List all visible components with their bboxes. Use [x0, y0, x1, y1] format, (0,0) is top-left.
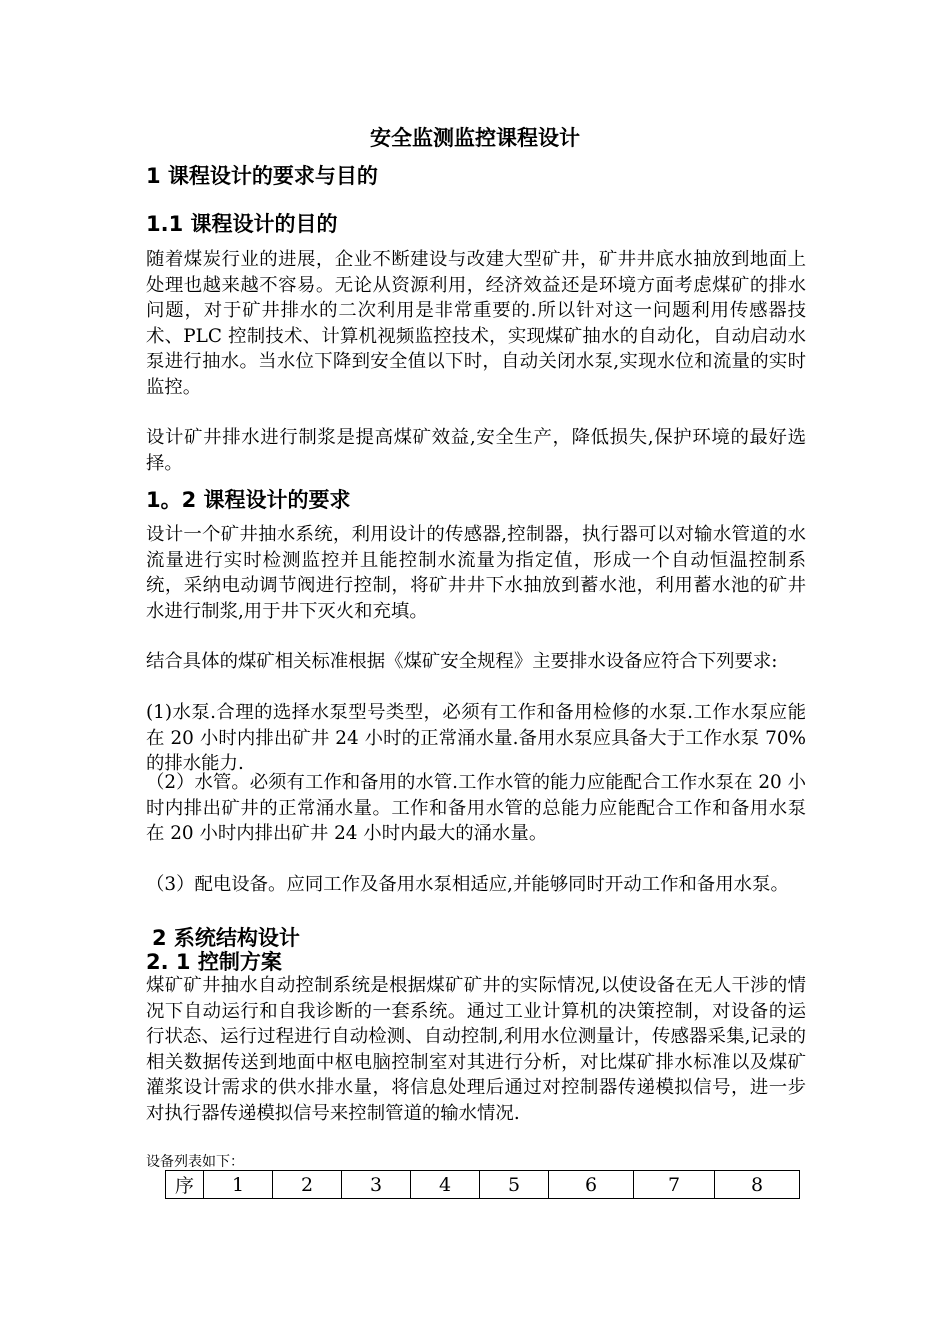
device-table — [165, 1170, 800, 1199]
section-1-2-requirement-2: （2）水管。必须有工作和备用的水管.工作水管的能力应能配合工作水泵在 20 小时内排出矿井的正常涌水量。工作和备用水管的总能力应能配合工作和备用水泵在 20 小时内排出矿井 24 小时内最大的涌水量。 — [146, 772, 806, 844]
table-cell: 8 — [715, 1171, 800, 1199]
table-cell: 序 — [166, 1171, 204, 1199]
section-2-heading: 2 系统结构设计 — [152, 926, 300, 950]
table-cell: 1 — [204, 1171, 273, 1199]
section-1-2-heading: 1。2 课程设计的要求 — [146, 488, 351, 512]
section-1-1-paragraph-1: 随着煤炭行业的进展，企业不断建设与改建大型矿井，矿井井底水抽放到地面上处理也越来越不容易。无论从资源利用，经济效益还是环境方面考虑煤矿的排水问题，对于矿井排水的二次利用是非常重要的.所以针对这一问题利用传感器技术、PLC 控制技术、计算机视频监控技术，实现煤矿抽水的自动化，自动启动水泵进行抽水。当水位下降到安全值以下时，自动关闭水泵,实现水位和流量的实时监控。 — [146, 249, 806, 398]
table-cell: 4 — [411, 1171, 480, 1199]
table-caption: 设备列表如下： — [146, 1154, 244, 1170]
section-1-2-paragraph-1: 设计一个矿井抽水系统，利用设计的传感器,控制器，执行器可以对输水管道的水流量进行实时检测监控并且能控制水流量为指定值，形成一个自动恒温控制系统，采纳电动调节阀进行控制，将矿井井下水抽放到蓄水池，利用蓄水池的矿井水进行制浆,用于井下灭火和充填。 — [146, 524, 806, 622]
table-header-row — [166, 1171, 800, 1199]
table-cell: 7 — [634, 1171, 715, 1199]
section-1-2-requirement-3: （3）配电设备。应同工作及备用水泵相适应,并能够同时开动工作和备用水泵。 — [146, 874, 789, 895]
section-1-heading: 1 课程设计的要求与目的 — [146, 164, 378, 188]
table-cell: 2 — [273, 1171, 342, 1199]
table-cell: 5 — [480, 1171, 549, 1199]
section-1-2-paragraph-2: 结合具体的煤矿相关标准根据《煤矿安全规程》主要排水设备应符合下列要求: — [146, 651, 778, 672]
table-cell: 3 — [342, 1171, 411, 1199]
section-2-1-heading: 2. 1 控制方案 — [146, 950, 282, 974]
table-cell: 6 — [549, 1171, 634, 1199]
section-1-1-heading: 1.1 课程设计的目的 — [146, 212, 338, 236]
document-title: 安全监测监控课程设计 — [370, 126, 580, 150]
section-1-1-paragraph-2: 设计矿井排水进行制浆是提高煤矿效益,安全生产，降低损失,保护环境的最好选择。 — [146, 427, 806, 474]
section-1-2-requirement-1: (1)水泵.合理的选择水泵型号类型，必须有工作和备用检修的水泵.工作水泵应能在 20 小时内排出矿井 24 小时的正常涌水量.备用水泵应具备大于工作水泵 70%的排水能力. — [146, 702, 806, 774]
section-2-1-paragraph-1: 煤矿矿井抽水自动控制系统是根据煤矿矿井的实际情况,以使设备在无人干涉的情况下自动运行和自我诊断的一套系统。通过工业计算机的决策控制，对设备的运行状态、运行过程进行自动检测、自动控制,利用水位测量计，传感器采集,记录的相关数据传送到地面中枢电脑控制室对其进行分析，对比煤矿排水标准以及煤矿灌浆设计需求的供水排水量，将信息处理后通过对控制器传递模拟信号，进一步对执行器传递模拟信号来控制管道的输水情况. — [146, 975, 806, 1124]
